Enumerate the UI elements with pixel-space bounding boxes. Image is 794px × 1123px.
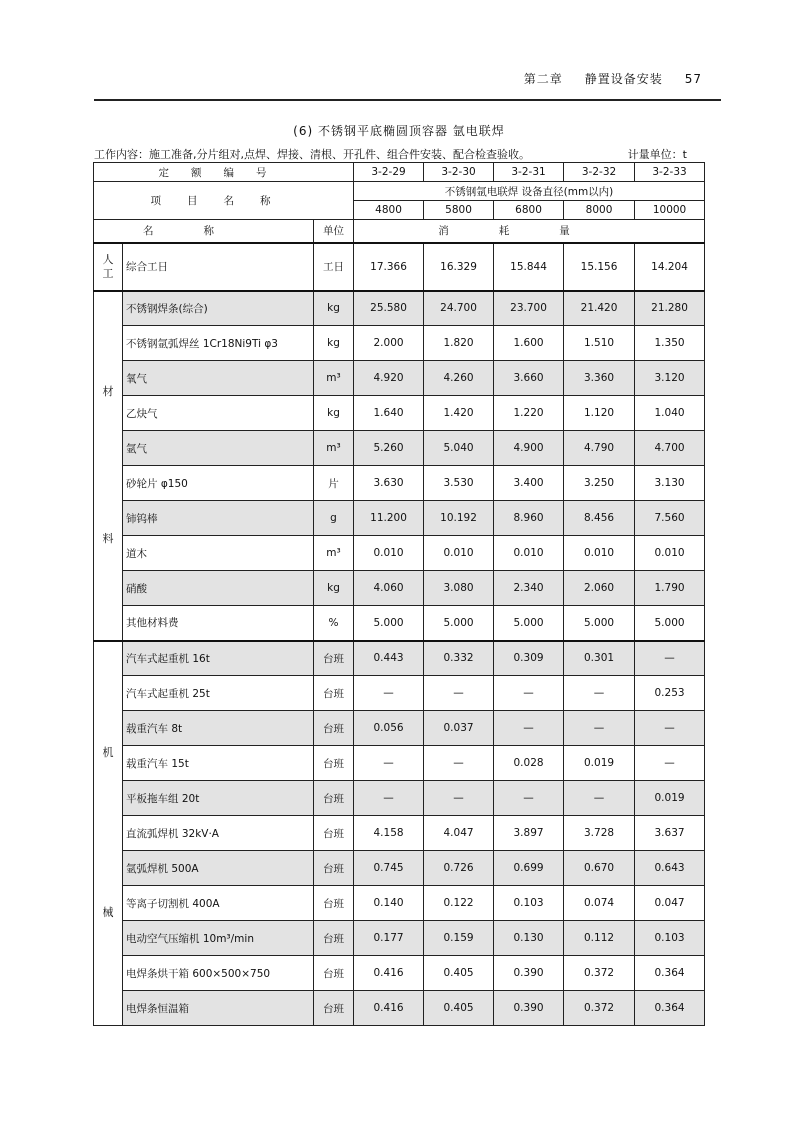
- consumption-value: 23.700: [494, 291, 564, 326]
- param-heading-row: [94, 182, 705, 201]
- resource-unit: 工日: [314, 243, 354, 291]
- diameter-cell: 6800: [494, 201, 564, 220]
- name-column-header: 名称: [94, 220, 314, 243]
- consumption-value: 0.037: [424, 711, 494, 746]
- page-header: [94, 70, 702, 87]
- resource-name: 铈钨棒: [123, 501, 314, 536]
- resource-unit: kg: [314, 571, 354, 606]
- consumption-value: —: [354, 746, 424, 781]
- consumption-value: 1.120: [564, 396, 635, 431]
- table-row: [94, 326, 705, 361]
- consumption-value: 4.900: [494, 431, 564, 466]
- resource-name: 氩气: [123, 431, 314, 466]
- consumption-value: 21.420: [564, 291, 635, 326]
- resource-unit: m³: [314, 361, 354, 396]
- consumption-value: 14.204: [635, 243, 705, 291]
- consumption-value: 0.010: [354, 536, 424, 571]
- resource-name: 等离子切割机 400A: [123, 886, 314, 921]
- resource-name: 乙炔气: [123, 396, 314, 431]
- consumption-value: 0.010: [635, 536, 705, 571]
- quota-code-cell: 3-2-32: [564, 163, 635, 182]
- resource-name: 氩弧焊机 500A: [123, 851, 314, 886]
- consumption-value: 0.140: [354, 886, 424, 921]
- resource-unit: kg: [314, 291, 354, 326]
- consumption-value: 0.253: [635, 676, 705, 711]
- consumption-value: 0.372: [564, 956, 635, 991]
- consumption-value: 4.260: [424, 361, 494, 396]
- resource-unit: m³: [314, 536, 354, 571]
- consumption-value: 0.670: [564, 851, 635, 886]
- resource-name: 平板拖车组 20t: [123, 781, 314, 816]
- category-machine: [94, 641, 123, 1026]
- resource-unit: 台班: [314, 641, 354, 676]
- table-row: [94, 396, 705, 431]
- consumption-value: 3.637: [635, 816, 705, 851]
- consumption-value: 16.329: [424, 243, 494, 291]
- consumption-value: —: [494, 711, 564, 746]
- consumption-value: 0.010: [424, 536, 494, 571]
- table-row: [94, 466, 705, 501]
- consumption-value: —: [564, 711, 635, 746]
- consumption-value: 1.790: [635, 571, 705, 606]
- table-row: [94, 886, 705, 921]
- table-row: [94, 571, 705, 606]
- resource-name: 不锈钢氩弧焊丝 1Cr18Ni9Ti φ3: [123, 326, 314, 361]
- consumption-value: 0.103: [494, 886, 564, 921]
- consumption-value: 0.130: [494, 921, 564, 956]
- quota-table: [93, 162, 705, 1026]
- resource-unit: %: [314, 606, 354, 641]
- resource-unit: 台班: [314, 746, 354, 781]
- consumption-value: 8.456: [564, 501, 635, 536]
- resource-name: 电焊条恒温箱: [123, 991, 314, 1026]
- consumption-value: 2.060: [564, 571, 635, 606]
- consumption-value: 3.360: [564, 361, 635, 396]
- resource-name: 氧气: [123, 361, 314, 396]
- header-divider: [94, 99, 721, 101]
- consumption-value: 0.056: [354, 711, 424, 746]
- resource-unit: 片: [314, 466, 354, 501]
- consumption-value: 5.000: [354, 606, 424, 641]
- consumption-value: —: [424, 746, 494, 781]
- consumption-value: 0.416: [354, 956, 424, 991]
- resource-name: 硝酸: [123, 571, 314, 606]
- consumption-value: 1.820: [424, 326, 494, 361]
- category-labor: [94, 243, 123, 291]
- resource-unit: m³: [314, 431, 354, 466]
- resource-name: 其他材料费: [123, 606, 314, 641]
- resource-name: 道木: [123, 536, 314, 571]
- table-row: [94, 361, 705, 396]
- consumption-value: 25.580: [354, 291, 424, 326]
- table-row: [94, 851, 705, 886]
- consumption-value: 4.060: [354, 571, 424, 606]
- consumption-value: 1.220: [494, 396, 564, 431]
- unit-column-header: 单位: [314, 220, 354, 243]
- resource-unit: 台班: [314, 711, 354, 746]
- diameter-cell: 10000: [635, 201, 705, 220]
- resource-unit: 台班: [314, 816, 354, 851]
- consumption-value: 0.103: [635, 921, 705, 956]
- category-material: [94, 291, 123, 641]
- consumption-value: —: [424, 781, 494, 816]
- resource-name: 电焊条烘干箱 600×500×750: [123, 956, 314, 991]
- consumption-value: 3.120: [635, 361, 705, 396]
- consumption-value: 0.074: [564, 886, 635, 921]
- resource-unit: 台班: [314, 886, 354, 921]
- consumption-value: 5.260: [354, 431, 424, 466]
- consumption-value: 0.332: [424, 641, 494, 676]
- consumption-value: 0.699: [494, 851, 564, 886]
- resource-unit: kg: [314, 396, 354, 431]
- consumption-value: 0.372: [564, 991, 635, 1026]
- resource-name: 汽车式起重机 25t: [123, 676, 314, 711]
- category-char: 人: [102, 252, 114, 266]
- consumption-value: 3.080: [424, 571, 494, 606]
- category-char: 工: [102, 266, 114, 280]
- consumption-value: 4.790: [564, 431, 635, 466]
- resource-name: 电动空气压缩机 10m³/min: [123, 921, 314, 956]
- consumption-value: 11.200: [354, 501, 424, 536]
- page-title: (6) 不锈钢平底椭圆顶容器 氩电联焊: [293, 124, 505, 138]
- consumption-value: 0.301: [564, 641, 635, 676]
- quota-code-cell: 3-2-30: [424, 163, 494, 182]
- consumption-value: 17.366: [354, 243, 424, 291]
- consumption-value: —: [635, 711, 705, 746]
- column-header-row: [94, 220, 705, 243]
- table-row: [94, 431, 705, 466]
- consumption-value: —: [354, 676, 424, 711]
- quota-code-cell: 3-2-33: [635, 163, 705, 182]
- consumption-value: 3.630: [354, 466, 424, 501]
- resource-unit: 台班: [314, 781, 354, 816]
- consumption-value: 4.158: [354, 816, 424, 851]
- quota-code-cell: 3-2-31: [494, 163, 564, 182]
- measurement-unit: 计量单位：t: [627, 148, 687, 161]
- consumption-value: 0.019: [564, 746, 635, 781]
- consumption-value: —: [564, 781, 635, 816]
- consumption-value: 4.700: [635, 431, 705, 466]
- section-label: 静置设备安装: [584, 72, 663, 86]
- consumption-value: 3.897: [494, 816, 564, 851]
- consumption-value: 0.047: [635, 886, 705, 921]
- consumption-value: 4.047: [424, 816, 494, 851]
- resource-unit: 台班: [314, 676, 354, 711]
- consumption-value: 15.844: [494, 243, 564, 291]
- consumption-value: 3.250: [564, 466, 635, 501]
- consumption-value: 0.019: [635, 781, 705, 816]
- consumption-value: 2.340: [494, 571, 564, 606]
- consumption-value: 0.010: [564, 536, 635, 571]
- resource-name: 载重汽车 15t: [123, 746, 314, 781]
- category-char: 械: [102, 906, 114, 920]
- consumption-value: 3.530: [424, 466, 494, 501]
- consumption-value: 0.416: [354, 991, 424, 1026]
- consumption-value: 0.390: [494, 991, 564, 1026]
- consumption-value: 0.364: [635, 956, 705, 991]
- param-heading: 不锈钢氩电联焊 设备直径(mm以内): [354, 182, 705, 201]
- consumption-value: 3.400: [494, 466, 564, 501]
- consumption-value: 0.122: [424, 886, 494, 921]
- quota-code-label: 定额编号: [94, 163, 354, 182]
- quota-code-row: [94, 163, 705, 182]
- consumption-value: 0.010: [494, 536, 564, 571]
- table-row: [94, 711, 705, 746]
- resource-unit: 台班: [314, 851, 354, 886]
- consumption-value: 0.309: [494, 641, 564, 676]
- table-row: [94, 291, 705, 326]
- consumption-value: —: [635, 641, 705, 676]
- category-char: 机: [102, 746, 114, 760]
- consumption-value: —: [635, 746, 705, 781]
- consumption-value: 1.420: [424, 396, 494, 431]
- quota-code-cell: 3-2-29: [354, 163, 424, 182]
- resource-unit: g: [314, 501, 354, 536]
- consumption-value: 5.000: [424, 606, 494, 641]
- consumption-value: —: [564, 676, 635, 711]
- table-row: [94, 781, 705, 816]
- consumption-value: 3.660: [494, 361, 564, 396]
- consumption-value: 4.920: [354, 361, 424, 396]
- consumption-value: 0.112: [564, 921, 635, 956]
- consumption-value: 8.960: [494, 501, 564, 536]
- table-row: [94, 676, 705, 711]
- resource-name: 不锈钢焊条(综合): [123, 291, 314, 326]
- table-row: [94, 746, 705, 781]
- resource-unit: 台班: [314, 991, 354, 1026]
- table-row: [94, 243, 705, 291]
- consumption-value: 1.510: [564, 326, 635, 361]
- table-row: [94, 606, 705, 641]
- diameter-cell: 5800: [424, 201, 494, 220]
- consumption-value: 0.726: [424, 851, 494, 886]
- consumption-value: 0.745: [354, 851, 424, 886]
- consumption-value: 5.040: [424, 431, 494, 466]
- consumption-value: 0.390: [494, 956, 564, 991]
- consumption-value: 0.177: [354, 921, 424, 956]
- consumption-value: —: [494, 676, 564, 711]
- consumption-value: 1.600: [494, 326, 564, 361]
- diameter-cell: 8000: [564, 201, 635, 220]
- consumption-value: —: [494, 781, 564, 816]
- table-row: [94, 921, 705, 956]
- consumption-value: 2.000: [354, 326, 424, 361]
- table-row: [94, 501, 705, 536]
- consumption-value: 5.000: [494, 606, 564, 641]
- consumption-value: 0.643: [635, 851, 705, 886]
- consumption-value: 15.156: [564, 243, 635, 291]
- consumption-value: 21.280: [635, 291, 705, 326]
- table-row: [94, 641, 705, 676]
- consumption-value: 10.192: [424, 501, 494, 536]
- table-row: [94, 991, 705, 1026]
- resource-unit: 台班: [314, 956, 354, 991]
- item-name-label: 项目名称: [94, 182, 354, 220]
- resource-name: 综合工日: [123, 243, 314, 291]
- consumption-value: 3.728: [564, 816, 635, 851]
- consumption-value: 5.000: [564, 606, 635, 641]
- consumption-value: 0.405: [424, 991, 494, 1026]
- resource-name: 砂轮片 φ150: [123, 466, 314, 501]
- category-char: 料: [102, 532, 114, 545]
- table-row: [94, 956, 705, 991]
- consumption-value: 24.700: [424, 291, 494, 326]
- consumption-value: 5.000: [635, 606, 705, 641]
- consumption-value: 1.350: [635, 326, 705, 361]
- consumption-value: 1.640: [354, 396, 424, 431]
- resource-unit: kg: [314, 326, 354, 361]
- resource-unit: 台班: [314, 921, 354, 956]
- category-char: 材: [102, 385, 114, 399]
- resource-name: 直流弧焊机 32kV·A: [123, 816, 314, 851]
- chapter-label: 第二章: [523, 72, 563, 86]
- consumption-value: 0.159: [424, 921, 494, 956]
- consumption-value: 0.364: [635, 991, 705, 1026]
- resource-name: 汽车式起重机 16t: [123, 641, 314, 676]
- consumption-value: 3.130: [635, 466, 705, 501]
- work-description: 工作内容：施工准备,分片组对,点焊、焊接、清根、开孔件、组合件安装、配合检查验收。: [94, 148, 530, 161]
- consumption-value: 0.028: [494, 746, 564, 781]
- consumption-value: 0.443: [354, 641, 424, 676]
- consumption-value: 0.405: [424, 956, 494, 991]
- table-row: [94, 536, 705, 571]
- consumption-value: 7.560: [635, 501, 705, 536]
- consumption-value: —: [424, 676, 494, 711]
- page-number: 57: [684, 72, 702, 86]
- consumption-value: 1.040: [635, 396, 705, 431]
- resource-name: 载重汽车 8t: [123, 711, 314, 746]
- consumption-header: 消耗量: [354, 220, 705, 243]
- diameter-cell: 4800: [354, 201, 424, 220]
- table-row: [94, 816, 705, 851]
- consumption-value: —: [354, 781, 424, 816]
